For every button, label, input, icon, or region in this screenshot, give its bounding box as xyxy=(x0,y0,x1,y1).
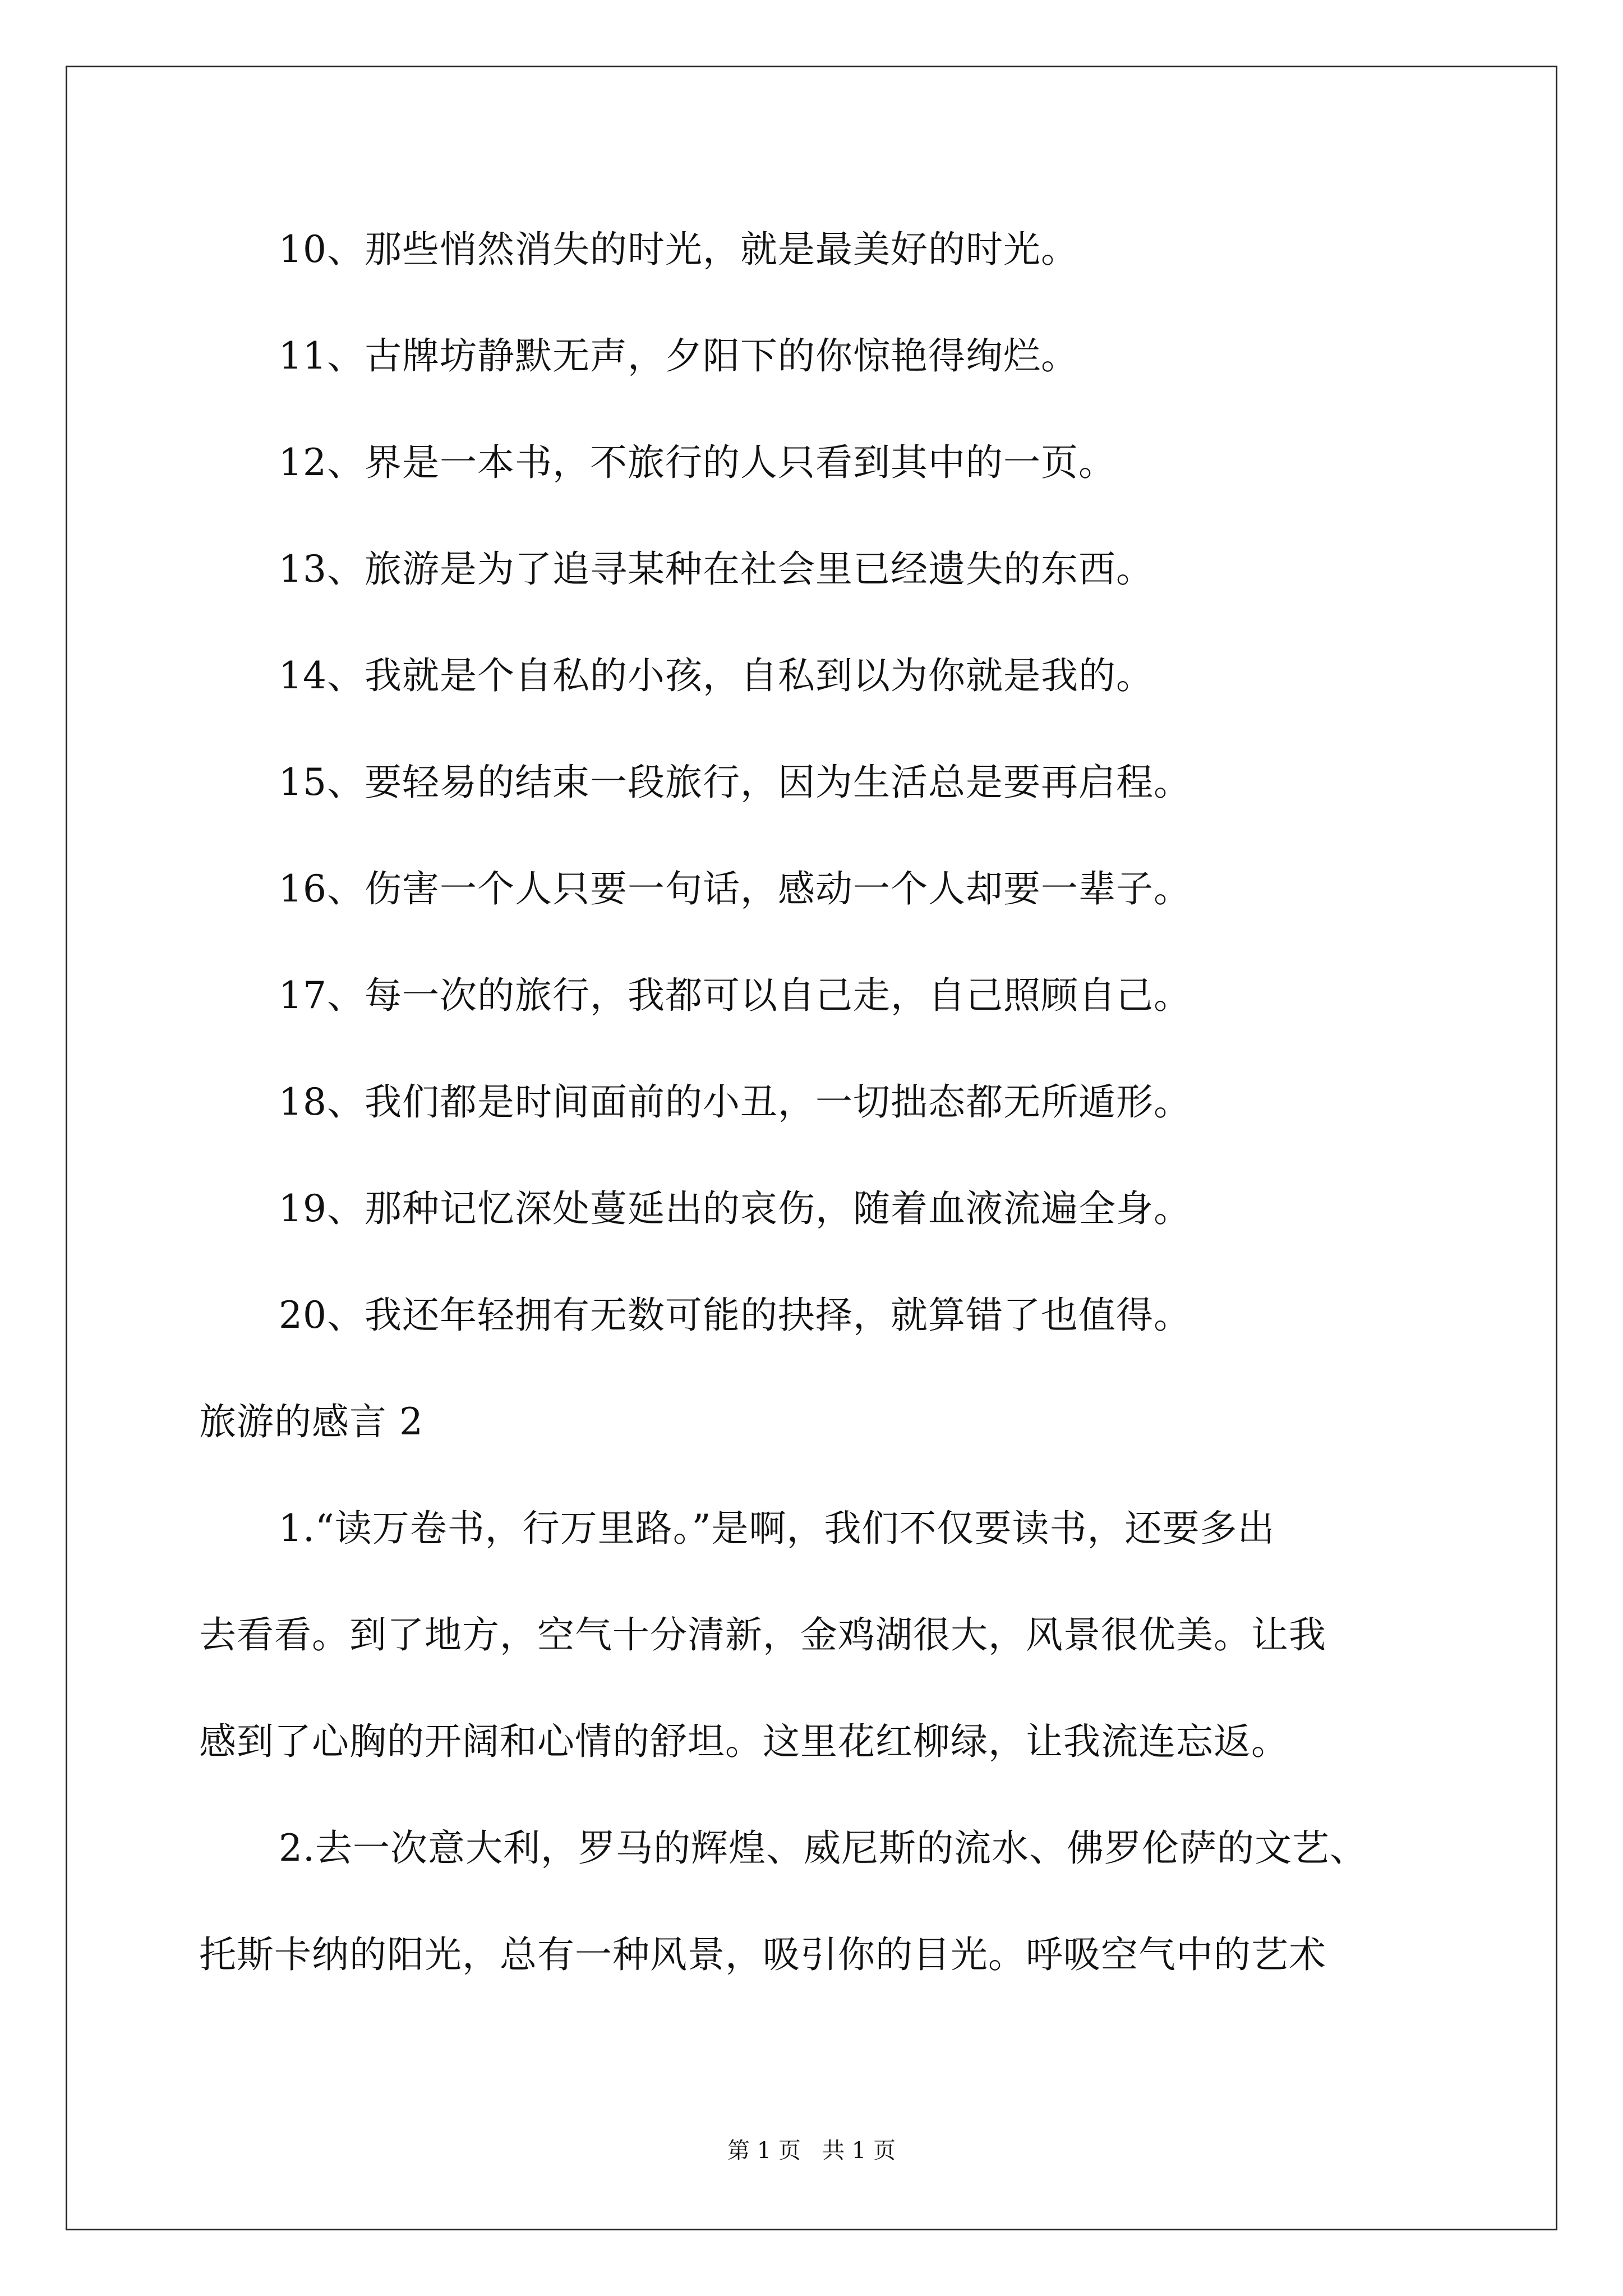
paragraph-line: 2.去一次意大利，罗马的辉煌、威尼斯的流水、佛罗伦萨的文艺、 xyxy=(279,1826,1367,1870)
list-item: 10、那些悄然消失的时光，就是最美好的时光。 xyxy=(279,228,1078,271)
paragraph-line: 感到了心胸的开阔和心情的舒坦。这里花红柳绿，让我流连忘返。 xyxy=(199,1720,1289,1763)
list-item: 15、要轻易的结束一段旅行，因为生活总是要再启程。 xyxy=(279,761,1191,804)
list-item: 14、我就是个自私的小孩，自私到以为你就是我的。 xyxy=(279,654,1154,697)
list-item: 16、伤害一个人只要一句话，感动一个人却要一辈子。 xyxy=(279,867,1191,910)
list-item: 20、我还年轻拥有无数可能的抉择，就算错了也值得。 xyxy=(279,1294,1191,1337)
paragraph-line: 去看看。到了地方，空气十分清新，金鸡湖很大，风景很优美。让我 xyxy=(199,1613,1326,1657)
paragraph-line: 托斯卡纳的阳光，总有一种风景，吸引你的目光。呼吸空气中的艺术 xyxy=(199,1933,1326,1976)
list-item: 11、古牌坊静默无声，夕阳下的你惊艳得绚烂。 xyxy=(279,334,1078,378)
page-footer: 第 1 页 共 1 页 xyxy=(727,2138,896,2164)
list-item: 12、界是一本书，不旅行的人只看到其中的一页。 xyxy=(279,441,1116,484)
section-heading: 旅游的感言 2 xyxy=(199,1400,423,1443)
paragraph-line: 1.“读万卷书，行万里路。”是啊，我们不仅要读书，还要多出 xyxy=(279,1507,1275,1550)
list-item: 18、我们都是时间面前的小丑，一切拙态都无所遁形。 xyxy=(279,1080,1191,1124)
list-item: 19、那种记忆深处蔓延出的哀伤，随着血液流遍全身。 xyxy=(279,1187,1191,1230)
page-border xyxy=(66,66,1557,2230)
list-item: 13、旅游是为了追寻某种在社会里已经遗失的东西。 xyxy=(279,547,1154,591)
list-item: 17、每一次的旅行，我都可以自己走，自己照顾自己。 xyxy=(279,974,1191,1017)
